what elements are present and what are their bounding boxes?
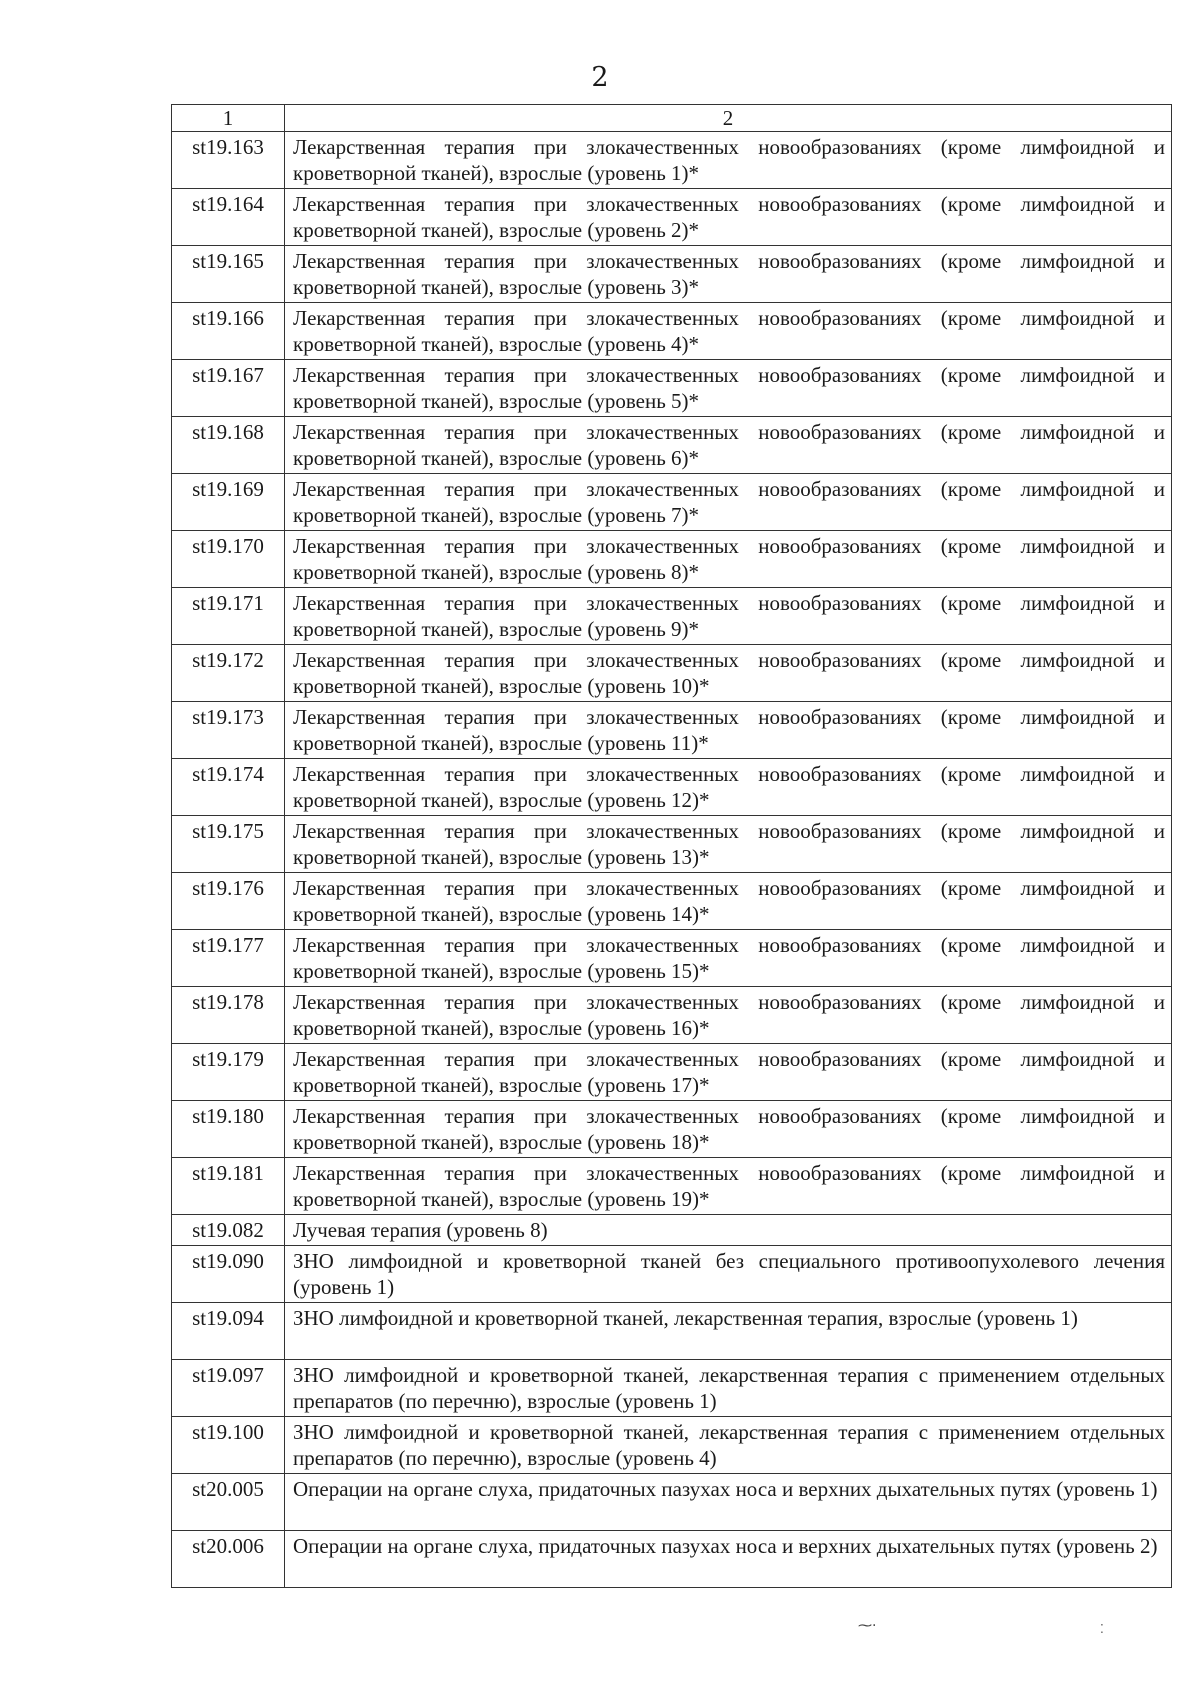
table-row <box>172 987 1172 1044</box>
row-description: ЗНО лимфоидной и кроветворной тканей, лекарственная терапия с применением отдельных препаратов (по перечню), взрослые (уровень 4) <box>285 1417 1172 1474</box>
table-row <box>172 132 1172 189</box>
row-code: st19.171 <box>172 588 285 645</box>
table-row <box>172 1474 1172 1531</box>
row-description: Лекарственная терапия при злокачественных новообразованиях (кроме лимфоидной и кроветворной тканей), взрослые (уровень 7)* <box>285 474 1172 531</box>
row-description: Лекарственная терапия при злокачественных новообразованиях (кроме лимфоидной и кроветворной тканей), взрослые (уровень 14)* <box>285 873 1172 930</box>
row-description: Лекарственная терапия при злокачественных новообразованиях (кроме лимфоидной и кроветворной тканей), взрослые (уровень 8)* <box>285 531 1172 588</box>
row-code: st19.173 <box>172 702 285 759</box>
row-description: Лекарственная терапия при злокачественных новообразованиях (кроме лимфоидной и кроветворной тканей), взрослые (уровень 5)* <box>285 360 1172 417</box>
row-description: Лучевая терапия (уровень 8) <box>285 1215 1172 1246</box>
row-description: Лекарственная терапия при злокачественных новообразованиях (кроме лимфоидной и кроветворной тканей), взрослые (уровень 13)* <box>285 816 1172 873</box>
row-code: st19.164 <box>172 189 285 246</box>
row-description: Операции на органе слуха, придаточных пазухах носа и верхних дыхательных путях (уровень 2) <box>285 1531 1172 1588</box>
row-code: st19.180 <box>172 1101 285 1158</box>
row-code: st19.172 <box>172 645 285 702</box>
row-description: Лекарственная терапия при злокачественных новообразованиях (кроме лимфоидной и кроветворной тканей), взрослые (уровень 9)* <box>285 588 1172 645</box>
row-description: Лекарственная терапия при злокачественных новообразованиях (кроме лимфоидной и кроветворной тканей), взрослые (уровень 4)* <box>285 303 1172 360</box>
row-code: st19.177 <box>172 930 285 987</box>
row-code: st20.006 <box>172 1531 285 1588</box>
table-row <box>172 1101 1172 1158</box>
row-description: Лекарственная терапия при злокачественных новообразованиях (кроме лимфоидной и кроветворной тканей), взрослые (уровень 17)* <box>285 1044 1172 1101</box>
table-row <box>172 1417 1172 1474</box>
row-code: st19.169 <box>172 474 285 531</box>
row-code: st19.167 <box>172 360 285 417</box>
row-description: Лекарственная терапия при злокачественных новообразованиях (кроме лимфоидной и кроветворной тканей), взрослые (уровень 11)* <box>285 702 1172 759</box>
row-code: st20.005 <box>172 1474 285 1531</box>
row-description: Лекарственная терапия при злокачественных новообразованиях (кроме лимфоидной и кроветворной тканей), взрослые (уровень 2)* <box>285 189 1172 246</box>
table-row <box>172 1246 1172 1303</box>
row-code: st19.166 <box>172 303 285 360</box>
table-row <box>172 759 1172 816</box>
table-row <box>172 360 1172 417</box>
column-header-code: 1 <box>172 105 285 132</box>
table-row <box>172 588 1172 645</box>
row-code: st19.170 <box>172 531 285 588</box>
row-description: Лекарственная терапия при злокачественных новообразованиях (кроме лимфоидной и кроветворной тканей), взрослые (уровень 16)* <box>285 987 1172 1044</box>
row-description: Лекарственная терапия при злокачественных новообразованиях (кроме лимфоидной и кроветворной тканей), взрослые (уровень 6)* <box>285 417 1172 474</box>
table-row <box>172 645 1172 702</box>
row-code: st19.168 <box>172 417 285 474</box>
row-code: st19.179 <box>172 1044 285 1101</box>
row-code: st19.176 <box>172 873 285 930</box>
row-code: st19.094 <box>172 1303 285 1360</box>
row-code: st19.175 <box>172 816 285 873</box>
scan-mark: ⁚ <box>1100 1622 1104 1636</box>
row-code: st19.100 <box>172 1417 285 1474</box>
column-header-description: 2 <box>285 105 1172 132</box>
page-number: 2 <box>591 62 609 93</box>
row-description: ЗНО лимфоидной и кроветворной тканей без специального противоопухолевого лечения (уровень 1) <box>285 1246 1172 1303</box>
table-row <box>172 1044 1172 1101</box>
row-code: st19.090 <box>172 1246 285 1303</box>
table-row <box>172 474 1172 531</box>
table-row <box>172 246 1172 303</box>
row-code: st19.097 <box>172 1360 285 1417</box>
row-code: st19.174 <box>172 759 285 816</box>
table-row <box>172 1360 1172 1417</box>
table-row <box>172 930 1172 987</box>
table-row <box>172 417 1172 474</box>
row-description: Операции на органе слуха, придаточных пазухах носа и верхних дыхательных путях (уровень 1) <box>285 1474 1172 1531</box>
row-code: st19.165 <box>172 246 285 303</box>
row-description: Лекарственная терапия при злокачественных новообразованиях (кроме лимфоидной и кроветворной тканей), взрослые (уровень 19)* <box>285 1158 1172 1215</box>
table-row <box>172 702 1172 759</box>
row-description: Лекарственная терапия при злокачественных новообразованиях (кроме лимфоидной и кроветворной тканей), взрослые (уровень 10)* <box>285 645 1172 702</box>
table-header-row <box>172 105 1172 132</box>
table-row <box>172 816 1172 873</box>
table-row <box>172 531 1172 588</box>
row-code: st19.178 <box>172 987 285 1044</box>
row-description: Лекарственная терапия при злокачественных новообразованиях (кроме лимфоидной и кроветворной тканей), взрослые (уровень 15)* <box>285 930 1172 987</box>
row-code: st19.082 <box>172 1215 285 1246</box>
row-code: st19.163 <box>172 132 285 189</box>
table-row <box>172 1158 1172 1215</box>
row-description: Лекарственная терапия при злокачественных новообразованиях (кроме лимфоидной и кроветворной тканей), взрослые (уровень 1)* <box>285 132 1172 189</box>
row-description: ЗНО лимфоидной и кроветворной тканей, лекарственная терапия, взрослые (уровень 1) <box>285 1303 1172 1360</box>
row-code: st19.181 <box>172 1158 285 1215</box>
scan-mark: ⁓· <box>858 1618 877 1634</box>
row-description: ЗНО лимфоидной и кроветворной тканей, лекарственная терапия с применением отдельных препаратов (по перечню), взрослые (уровень 1) <box>285 1360 1172 1417</box>
table-row <box>172 303 1172 360</box>
procedures-table <box>171 104 1172 1588</box>
table-row <box>172 1215 1172 1246</box>
row-description: Лекарственная терапия при злокачественных новообразованиях (кроме лимфоидной и кроветворной тканей), взрослые (уровень 3)* <box>285 246 1172 303</box>
table-row <box>172 873 1172 930</box>
table-row <box>172 189 1172 246</box>
row-description: Лекарственная терапия при злокачественных новообразованиях (кроме лимфоидной и кроветворной тканей), взрослые (уровень 12)* <box>285 759 1172 816</box>
table-row <box>172 1531 1172 1588</box>
row-description: Лекарственная терапия при злокачественных новообразованиях (кроме лимфоидной и кроветворной тканей), взрослые (уровень 18)* <box>285 1101 1172 1158</box>
table-row <box>172 1303 1172 1360</box>
